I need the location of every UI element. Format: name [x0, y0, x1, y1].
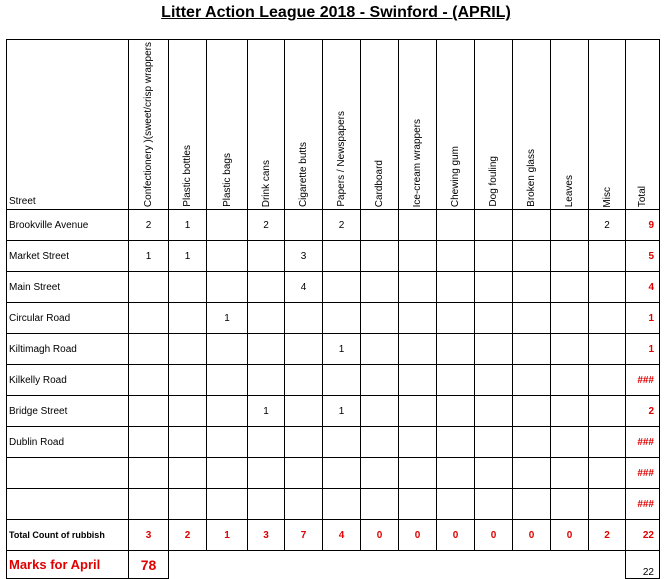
count-cell[interactable]: [399, 427, 437, 458]
category-header-label: Plastic bags: [221, 153, 233, 208]
count-cell[interactable]: [361, 210, 399, 241]
count-cell[interactable]: [513, 458, 551, 489]
count-cell[interactable]: [589, 272, 626, 303]
count-cell[interactable]: [437, 272, 475, 303]
street-row: [7, 427, 660, 458]
category-column-header[interactable]: [437, 40, 475, 210]
row-total-cell[interactable]: 4: [626, 272, 660, 303]
row-total-cell[interactable]: ###: [626, 365, 660, 396]
street-row: [7, 241, 660, 272]
count-cell[interactable]: [361, 396, 399, 427]
row-total-cell[interactable]: ###: [626, 489, 660, 520]
sheet-title: Litter Action League 2018 - Swinford - (APRIL): [161, 4, 511, 21]
count-cell[interactable]: [207, 396, 248, 427]
count-cell[interactable]: [323, 272, 361, 303]
category-column-header[interactable]: [248, 40, 285, 210]
count-cell[interactable]: [129, 458, 169, 489]
litter-table: [6, 39, 660, 579]
count-cell[interactable]: [248, 334, 285, 365]
count-cell[interactable]: [475, 427, 513, 458]
total-header-label: Total: [637, 185, 648, 208]
count-cell[interactable]: [399, 365, 437, 396]
category-total-cell[interactable]: 4: [323, 520, 361, 551]
count-cell[interactable]: [361, 334, 399, 365]
count-cell[interactable]: [589, 396, 626, 427]
count-cell[interactable]: 1: [323, 334, 361, 365]
count-cell[interactable]: [285, 210, 323, 241]
count-cell[interactable]: 4: [285, 272, 323, 303]
count-cell[interactable]: [437, 458, 475, 489]
count-cell[interactable]: [551, 489, 589, 520]
category-total-cell[interactable]: 0: [437, 520, 475, 551]
category-header-label: Drink cans: [260, 159, 272, 208]
count-cell[interactable]: [285, 489, 323, 520]
street-name-cell[interactable]: Main Street: [7, 272, 129, 303]
grand-total-cell[interactable]: 22: [626, 520, 660, 551]
count-cell[interactable]: [169, 272, 207, 303]
count-cell[interactable]: [437, 489, 475, 520]
count-cell[interactable]: [361, 303, 399, 334]
category-total-cell[interactable]: 3: [129, 520, 169, 551]
count-cell[interactable]: [551, 427, 589, 458]
count-cell[interactable]: [323, 241, 361, 272]
street-name-cell[interactable]: Brookville Avenue: [7, 210, 129, 241]
count-cell[interactable]: [475, 489, 513, 520]
count-cell[interactable]: [207, 210, 248, 241]
count-cell[interactable]: [551, 396, 589, 427]
count-cell[interactable]: [399, 458, 437, 489]
total-column-header[interactable]: [626, 40, 660, 210]
street-name-cell[interactable]: [7, 458, 129, 489]
table-body: [7, 210, 660, 579]
category-total-cell[interactable]: 7: [285, 520, 323, 551]
street-name-cell[interactable]: Bridge Street: [7, 396, 129, 427]
count-cell[interactable]: 1: [248, 396, 285, 427]
count-cell[interactable]: [248, 427, 285, 458]
count-cell[interactable]: [475, 303, 513, 334]
count-cell[interactable]: [361, 241, 399, 272]
count-cell[interactable]: [129, 427, 169, 458]
count-cell[interactable]: [475, 396, 513, 427]
count-cell[interactable]: [169, 396, 207, 427]
category-header-label: Chewing gum: [450, 145, 461, 208]
category-total-cell[interactable]: 1: [207, 520, 248, 551]
count-cell[interactable]: [551, 303, 589, 334]
count-cell[interactable]: [437, 365, 475, 396]
street-row: [7, 365, 660, 396]
count-cell[interactable]: [551, 458, 589, 489]
street-row: [7, 396, 660, 427]
count-cell[interactable]: [169, 365, 207, 396]
count-cell[interactable]: [437, 210, 475, 241]
count-cell[interactable]: [323, 365, 361, 396]
category-column-header[interactable]: [129, 40, 169, 210]
category-total-cell[interactable]: 2: [169, 520, 207, 551]
count-cell[interactable]: [475, 272, 513, 303]
row-total-cell[interactable]: 1: [626, 334, 660, 365]
count-cell[interactable]: [589, 489, 626, 520]
count-cell[interactable]: [589, 365, 626, 396]
count-cell[interactable]: [399, 303, 437, 334]
count-cell[interactable]: [169, 303, 207, 334]
count-cell[interactable]: [399, 241, 437, 272]
count-cell[interactable]: [513, 241, 551, 272]
row-total-cell[interactable]: 9: [626, 210, 660, 241]
count-cell[interactable]: [207, 241, 248, 272]
count-cell[interactable]: [475, 458, 513, 489]
count-cell[interactable]: [285, 334, 323, 365]
count-cell[interactable]: [399, 334, 437, 365]
count-cell[interactable]: [589, 241, 626, 272]
count-cell[interactable]: [169, 489, 207, 520]
count-cell[interactable]: 2: [248, 210, 285, 241]
street-row: [7, 489, 660, 520]
count-cell[interactable]: [399, 272, 437, 303]
count-cell[interactable]: [513, 303, 551, 334]
category-column-header[interactable]: [589, 40, 626, 210]
count-cell[interactable]: [248, 272, 285, 303]
count-cell[interactable]: [589, 427, 626, 458]
count-cell[interactable]: [285, 396, 323, 427]
count-cell[interactable]: [129, 334, 169, 365]
category-column-header[interactable]: [475, 40, 513, 210]
count-cell[interactable]: 1: [207, 303, 248, 334]
category-column-header[interactable]: [207, 40, 248, 210]
marks-label[interactable]: Marks for April: [7, 551, 129, 579]
count-cell[interactable]: [323, 303, 361, 334]
category-header-label: Cigarette butts: [298, 142, 309, 208]
count-cell[interactable]: [551, 241, 589, 272]
street-row: [7, 458, 660, 489]
street-name-cell[interactable]: Dublin Road: [7, 427, 129, 458]
category-column-header[interactable]: [551, 40, 589, 210]
count-cell[interactable]: [248, 241, 285, 272]
count-cell[interactable]: [475, 334, 513, 365]
row-total-cell[interactable]: 2: [626, 396, 660, 427]
count-cell[interactable]: [513, 489, 551, 520]
count-cell[interactable]: [129, 272, 169, 303]
count-cell[interactable]: [169, 427, 207, 458]
count-cell[interactable]: 2: [589, 210, 626, 241]
count-cell[interactable]: [361, 272, 399, 303]
count-cell[interactable]: [399, 489, 437, 520]
street-name-cell[interactable]: Kiltimagh Road: [7, 334, 129, 365]
count-cell[interactable]: [513, 334, 551, 365]
category-total-cell[interactable]: 0: [475, 520, 513, 551]
count-cell[interactable]: [475, 241, 513, 272]
count-cell[interactable]: [475, 210, 513, 241]
category-total-cell[interactable]: 2: [589, 520, 626, 551]
count-cell[interactable]: [248, 365, 285, 396]
count-cell[interactable]: [207, 489, 248, 520]
row-total-cell[interactable]: 1: [626, 303, 660, 334]
count-cell[interactable]: [513, 272, 551, 303]
street-row: [7, 303, 660, 334]
category-column-header[interactable]: [399, 40, 437, 210]
count-cell[interactable]: [285, 458, 323, 489]
count-cell[interactable]: [551, 365, 589, 396]
count-cell[interactable]: [248, 489, 285, 520]
count-cell[interactable]: [437, 334, 475, 365]
count-cell[interactable]: [207, 334, 248, 365]
count-cell[interactable]: [551, 334, 589, 365]
header-row: [7, 40, 660, 210]
count-cell[interactable]: [399, 396, 437, 427]
count-cell[interactable]: [169, 458, 207, 489]
category-total-cell[interactable]: 3: [248, 520, 285, 551]
category-header-label: Broken glass: [526, 149, 537, 208]
street-row: [7, 210, 660, 241]
category-header-label: Misc: [601, 186, 613, 208]
category-column-header[interactable]: [361, 40, 399, 210]
count-cell[interactable]: [285, 365, 323, 396]
street-name-cell[interactable]: [7, 489, 129, 520]
count-cell[interactable]: [361, 365, 399, 396]
category-column-header[interactable]: [323, 40, 361, 210]
count-cell[interactable]: [207, 365, 248, 396]
category-column-header[interactable]: [169, 40, 207, 210]
count-cell[interactable]: [285, 427, 323, 458]
count-cell[interactable]: [129, 489, 169, 520]
count-cell[interactable]: [513, 210, 551, 241]
count-cell[interactable]: [589, 334, 626, 365]
count-cell[interactable]: [207, 272, 248, 303]
category-total-cell[interactable]: 0: [513, 520, 551, 551]
street-name-cell[interactable]: Circular Road: [7, 303, 129, 334]
count-cell[interactable]: [285, 303, 323, 334]
count-cell[interactable]: [169, 334, 207, 365]
marks-total-cell[interactable]: 22: [626, 551, 660, 579]
count-cell[interactable]: [475, 365, 513, 396]
category-total-cell[interactable]: 0: [361, 520, 399, 551]
count-cell[interactable]: 3: [285, 241, 323, 272]
row-total-cell[interactable]: 5: [626, 241, 660, 272]
blank-area: [169, 551, 626, 579]
count-cell[interactable]: [437, 396, 475, 427]
count-cell[interactable]: [207, 458, 248, 489]
count-cell[interactable]: [551, 272, 589, 303]
count-cell[interactable]: [513, 427, 551, 458]
category-header-label: Leaves: [564, 174, 575, 208]
category-header-label: Cardboard: [374, 159, 385, 208]
count-cell[interactable]: 1: [169, 210, 207, 241]
count-cell[interactable]: 1: [323, 396, 361, 427]
count-cell[interactable]: [361, 489, 399, 520]
marks-row: [7, 551, 660, 579]
count-cell[interactable]: [248, 303, 285, 334]
count-cell[interactable]: [361, 458, 399, 489]
count-cell[interactable]: [513, 365, 551, 396]
count-cell[interactable]: [129, 365, 169, 396]
street-row: [7, 334, 660, 365]
count-cell[interactable]: [437, 241, 475, 272]
row-total-cell[interactable]: ###: [626, 427, 660, 458]
street-name-cell[interactable]: Kilkelly Road: [7, 365, 129, 396]
category-header-label: Papers / Newspapers: [336, 111, 347, 208]
count-cell[interactable]: 1: [169, 241, 207, 272]
total-count-row: [7, 520, 660, 551]
count-cell[interactable]: [551, 210, 589, 241]
category-header-label: Dog fouling: [488, 156, 499, 208]
marks-value[interactable]: 78: [129, 551, 169, 579]
category-column-header[interactable]: [513, 40, 551, 210]
count-cell[interactable]: [513, 396, 551, 427]
count-cell[interactable]: 2: [129, 210, 169, 241]
category-total-cell[interactable]: 0: [551, 520, 589, 551]
street-column-header[interactable]: Street: [7, 40, 129, 210]
count-cell[interactable]: [129, 303, 169, 334]
count-cell[interactable]: [361, 427, 399, 458]
count-cell[interactable]: [437, 303, 475, 334]
count-cell[interactable]: [248, 458, 285, 489]
category-header-label: Ice-cream wrappers: [412, 118, 423, 208]
count-cell[interactable]: [323, 427, 361, 458]
total-count-label[interactable]: Total Count of rubbish: [7, 520, 129, 551]
count-cell[interactable]: 1: [129, 241, 169, 272]
count-cell[interactable]: [589, 303, 626, 334]
row-total-cell[interactable]: ###: [626, 458, 660, 489]
count-cell[interactable]: [323, 489, 361, 520]
count-cell[interactable]: [129, 396, 169, 427]
count-cell[interactable]: [399, 210, 437, 241]
category-header-label: Confectionery )(sweet/crisp wrappers: [143, 42, 154, 208]
category-total-cell[interactable]: 0: [399, 520, 437, 551]
count-cell[interactable]: 2: [323, 210, 361, 241]
street-name-cell[interactable]: Market Street: [7, 241, 129, 272]
category-header-label: Plastic bottles: [182, 145, 193, 208]
count-cell[interactable]: [589, 458, 626, 489]
count-cell[interactable]: [437, 427, 475, 458]
count-cell[interactable]: [207, 427, 248, 458]
count-cell[interactable]: [323, 458, 361, 489]
street-row: [7, 272, 660, 303]
category-column-header[interactable]: [285, 40, 323, 210]
